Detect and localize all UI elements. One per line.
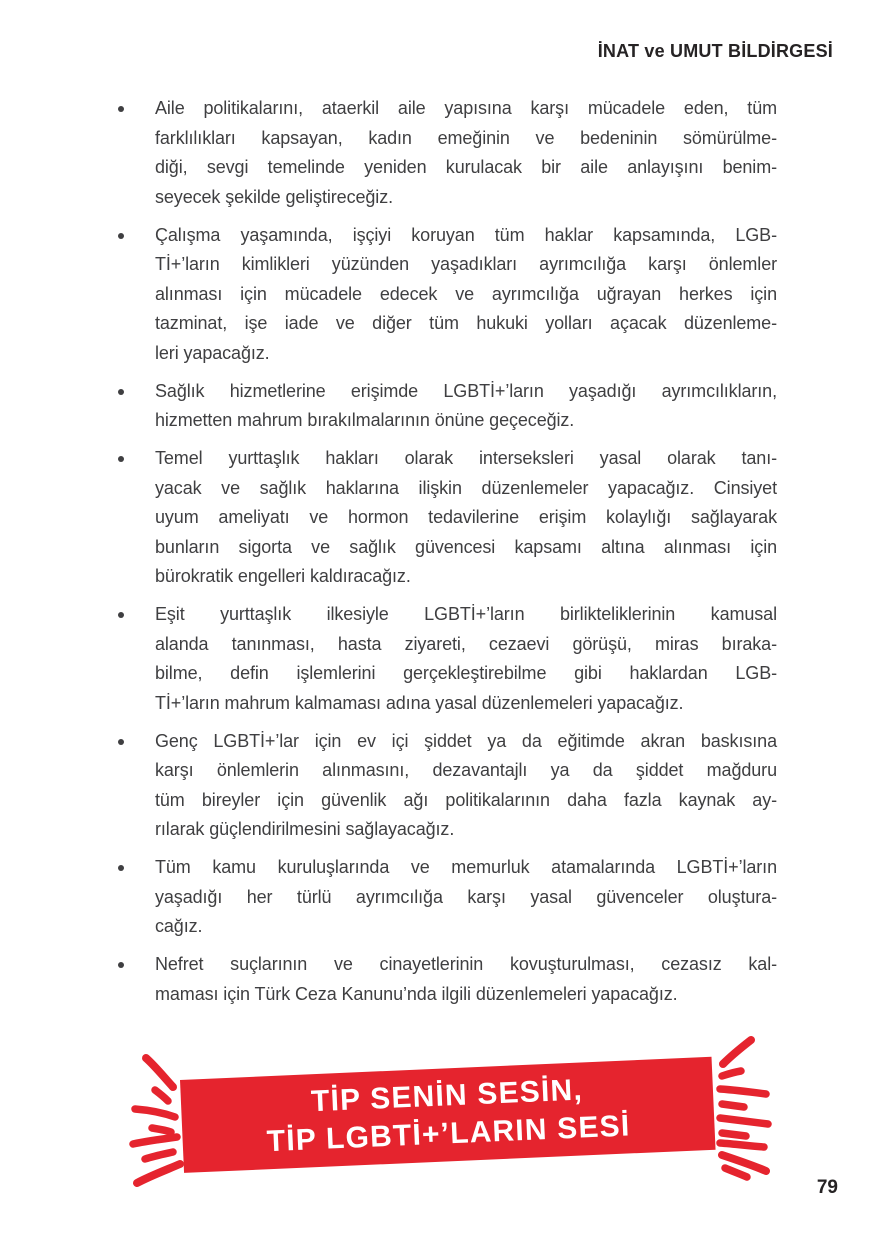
- text-line: Tİ+’ların mahrum kalmaması adına yasal düzenlemeleri yapacağız.: [155, 692, 684, 713]
- text-line: seyecek şekilde geliştireceğiz.: [155, 186, 394, 207]
- text-line: Nefret suçlarının ve cinayetlerinin kovuşturulması, cezasız kal-: [155, 954, 777, 974]
- text-line: Genç LGBTİ+’lar için ev içi şiddet ya da eğitimde akran baskısına: [155, 730, 777, 751]
- text-line: Aile politikalarını, ataerkil aile yapısına karşı mücadele eden, tüm: [155, 98, 777, 118]
- bullet-text: [155, 853, 777, 942]
- text-line: diği, sevgi temelinde yeniden kurulacak bir aile anlayışını benim-: [155, 157, 777, 177]
- text-line: Eşit yurttaşlık ilkesiyle LGBTİ+’ların birlikteliklerinin kamusal: [155, 604, 777, 624]
- text-line: Tİ+’ların kimlikleri yüzünden yaşadıkları ayrımcılığa karşı önlemler: [155, 254, 777, 274]
- text-line: tazminat, işe iade ve diğer tüm hukuki yolları açacak düzenleme-: [155, 313, 777, 333]
- text-line: Sağlık hizmetlerine erişimde LGBTİ+’ların yaşadığı ayrımcılıkların,: [155, 380, 777, 401]
- list-item: [118, 950, 778, 1009]
- banner-text-line2: TİP LGBTİ+’LARIN SESİ: [266, 1108, 632, 1158]
- list-item: [118, 444, 778, 592]
- text-line: tüm bireyler için güvenlik ağı politikalarının daha fazla kaynak ay-: [155, 789, 777, 810]
- text-line: alanda tanınması, hasta ziyareti, cezaevi görüşü, miras bıraka-: [155, 633, 777, 654]
- list-item: [118, 853, 778, 942]
- text-line: leri yapacağız.: [155, 342, 270, 363]
- bullet-marker-icon: [118, 865, 124, 871]
- text-line: cağız.: [155, 916, 203, 936]
- text-line: bunların sigorta ve sağlık güvencesi kapsamı altına alınması için: [155, 536, 777, 557]
- list-item: [118, 727, 778, 845]
- bullet-marker-icon: [118, 456, 124, 462]
- bullet-marker-icon: [118, 233, 124, 239]
- bullet-marker-icon: [118, 389, 124, 395]
- text-line: farklılıkları kapsayan, kadın emeğinin ve bedeninin sömürülme-: [155, 127, 777, 148]
- text-line: yaşadığı her türlü ayrımcılığa karşı yasal güvenceler oluştura-: [155, 886, 777, 907]
- page-number: 79: [816, 1177, 838, 1198]
- bullet-marker-icon: [118, 106, 124, 112]
- bullet-text: [155, 221, 777, 369]
- text-line: rılarak güçlendirilmesini sağlayacağız.: [155, 819, 455, 839]
- bullet-text: [155, 600, 777, 718]
- banner-text-line1: TİP SENİN SESİN,: [310, 1072, 584, 1118]
- text-line: bilme, defin işlemlerini gerçekleştirebilme gibi haklardan LGB-: [155, 663, 777, 683]
- list-item: [118, 94, 778, 212]
- bullet-marker-icon: [118, 612, 124, 618]
- banner-fringe-right-icon: [720, 1040, 768, 1177]
- banner-ribbon: [180, 1057, 716, 1173]
- bullet-text: [155, 727, 777, 845]
- text-line: bürokratik engelleri kaldıracağız.: [155, 566, 411, 586]
- bullet-list: [118, 94, 778, 1018]
- text-line: alınması için mücadele edecek ve ayrımcılığa uğrayan herkes için: [155, 283, 777, 304]
- text-line: Tüm kamu kuruluşlarında ve memurluk atamalarında LGBTİ+’ların: [155, 857, 777, 877]
- bullet-marker-icon: [118, 962, 124, 968]
- text-line: Temel yurttaşlık hakları olarak interseksleri yasal olarak tanı-: [155, 448, 777, 468]
- bullet-marker-icon: [118, 739, 124, 745]
- bullet-text: [155, 950, 777, 1009]
- text-line: karşı önlemlerin alınmasını, dezavantajlı ya da şiddet mağduru: [155, 760, 777, 780]
- banner-fringe-left-icon: [133, 1058, 180, 1183]
- text-line: uyum ameliyatı ve hormon tedavilerine erişim kolaylığı sağlayarak: [155, 507, 777, 527]
- list-item: [118, 377, 778, 436]
- text-line: Çalışma yaşamında, işçiyi koruyan tüm haklar kapsamında, LGB-: [155, 224, 777, 245]
- list-item: [118, 600, 778, 718]
- text-line: hizmetten mahrum bırakılmalarının önüne geçeceğiz.: [155, 410, 575, 430]
- bullet-text: [155, 94, 777, 212]
- text-line: yacak ve sağlık haklarına ilişkin düzenlemeler yapacağız. Cinsiyet: [155, 477, 777, 498]
- list-item: [118, 221, 778, 369]
- page-header-title: İNAT ve UMUT BİLDİRGESİ: [597, 41, 833, 61]
- text-line: maması için Türk Ceza Kanunu’nda ilgili düzenlemeleri yapacağız.: [155, 983, 678, 1004]
- bullet-text: [155, 377, 777, 436]
- bullet-text: [155, 444, 777, 592]
